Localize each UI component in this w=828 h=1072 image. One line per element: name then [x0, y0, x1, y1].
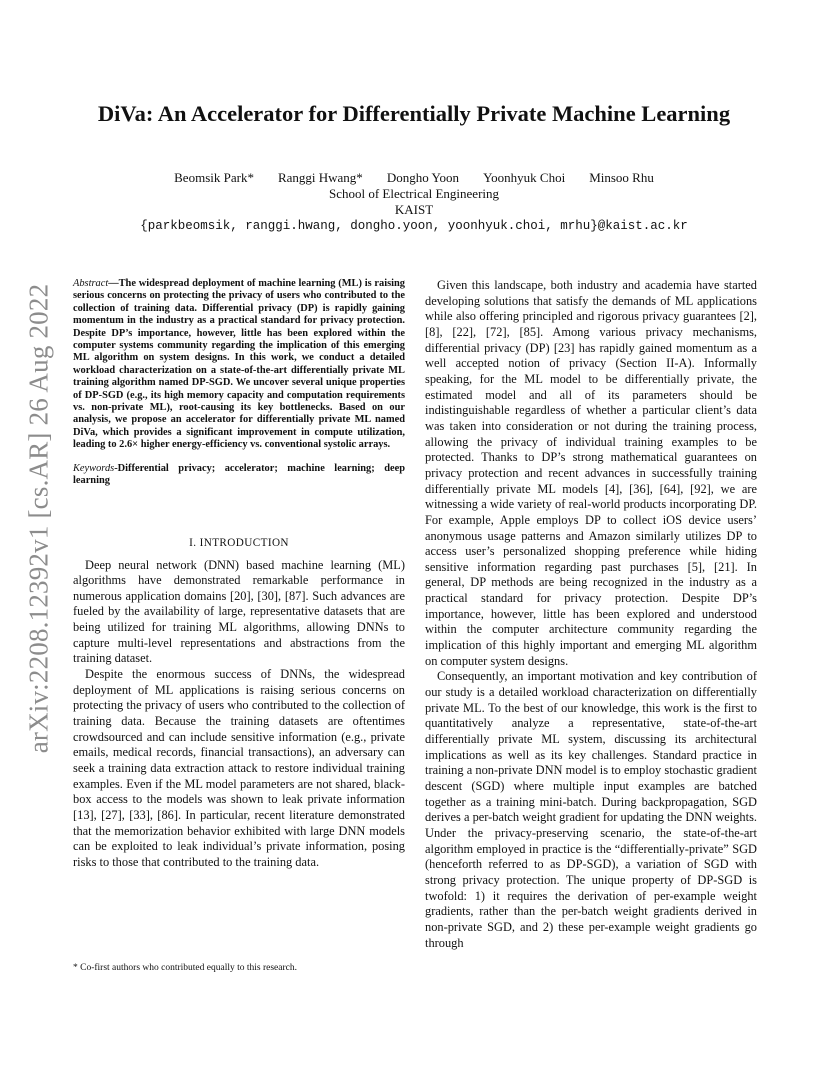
- abstract-label: Abstract: [73, 278, 109, 289]
- arxiv-stamp-text: arXiv:2208.12392v1 [cs.AR] 26 Aug 2022: [23, 283, 54, 753]
- author-name: Ranggi Hwang*: [277, 170, 363, 185]
- keywords-label: Keywords: [73, 462, 115, 474]
- intro-paragraph: Despite the enormous success of DNNs, the widespread deployment of ML applications is raising serious concerns on protecting the privacy of users who contributed to the collection of training data. Because the training datasets are oftentimes crowdsourced and can include sensitive information (e.g., private emails, medical records, financial transactions), an adversary can seek a training data extraction attack to restore individual training examples. Even if the ML model parameters are not shared, black-box access to the models was shown to leak private information [13], [27], [33], [86]. In particular, recent literature demonstrated that the memorization behavior exhibited with large DNN models can be exploited to leak individual’s private information, posing risks to those that contributed to the training data.: [73, 667, 405, 869]
- abstract-text: —The widespread deployment of machine learning (ML) is raising serious concerns on protecting the privacy of users who contributed to the collection of training data. Differential privacy (DP) is rapidly gaining momentum in the industry as a practical standard for privacy protection. Despite DP’s importance, however, little has been explored within the computer systems community regarding the implication of this emerging ML algorithm on system designs. In this work, we conduct a detailed workload characterization on a state-of-the-art differentially private ML training algorithm named DP-SGD. We uncover several unique properties of DP-SGD (e.g., its high memory capacity and computation requirements vs. non-private ML), root-causing its key bottlenecks. Based on our analysis, we propose an accelerator for differentially private ML named DiVa, which provides a significant improvement in compute utilization, leading to 2.6× higher energy-efficiency vs. conventional systolic arrays.: [73, 278, 405, 451]
- arxiv-stamp: [22, 278, 56, 758]
- author-name: Dongho Yoon: [386, 170, 460, 185]
- body-paragraph: Given this landscape, both industry and academia have started developing solutions that satisfy the demands of ML applications while also offering principled and rigorous privacy guarantees [2], [8], [22], [72], [85]. Among various privacy mechanisms, differential privacy (DP) [23] has rapidly gained momentum as a well accepted notion of privacy (Section II-A). Informally speaking, for the ML model to be differentially private, the estimated model and all of its parameters should be indistinguishable regardless of whether a particular client’s data was taken into consideration or not during the training process, allowing the privacy of individual training examples to be protected. Thanks to DP’s strong mathematical guarantees on privacy protection and recent advances in successfully training differentially private ML models [4], [36], [64], [92], we are witnessing a wide variety of real-world products incorporating DP. For example, Apple employs DP to collect iOS device users’ anonymous usage patterns and Amazon similarly utilizes DP to access user’s personalized shopping preference while hiding sensitive information regarding past purchases [5], [21]. In general, DP methods are being recognized in the industry as a practical standard for privacy protection. Despite DP’s importance, however, little has been explored and understood within the computer architecture community regarding the implication of this highly important and emerging ML algorithm on computer system designs.: [425, 278, 757, 668]
- author-name: Beomsik Park*: [174, 170, 254, 185]
- intro-paragraph: Deep neural network (DNN) based machine learning (ML) algorithms have demonstrated remarkable performance in numerous application domains [20], [30], [87]. Such advances are fueled by the availability of large, representative datasets that are being utilized for training ML algorithms, allowing DNNs to capture multi-level representations and abstractions from the training dataset.: [73, 557, 405, 666]
- author-emails: {parkbeomsik, ranggi.hwang, dongho.yoon, yoonhyuk.choi, mrhu}@kaist.ac.kr: [140, 219, 688, 233]
- abstract: [73, 278, 405, 452]
- footnote: * Co-first authors who contributed equally to this research.: [73, 963, 297, 973]
- affiliation-institution: KAIST: [394, 202, 434, 217]
- right-column: [425, 278, 757, 951]
- author-name: Yoonhyuk Choi: [483, 170, 566, 185]
- paper-title: DiVa: An Accelerator for Differentially Private Machine Learning: [97, 101, 731, 126]
- author-name: Minsoo Rhu: [589, 170, 654, 185]
- body-paragraph: Consequently, an important motivation and key contribution of our study is a detailed workload characterization on differentially private ML. To the best of our knowledge, this work is the first to quantitatively analyze a representative, state-of-the-art differentially private ML system, discussing its architectural implications as well as its key challenges. Standard practice in training a non-private DNN model is to employ stochastic gradient descent (SGD) where multiple input examples are batched together as a training mini-batch. During backpropagation, SGD derives a per-batch weight gradient for updating the DNN weights. Under the privacy-preserving scenario, the state-of-the-art algorithm employed in practice is the “differentially-private” SGD (henceforth referred to as DP-SGD), a variation of SGD with strong privacy protection. The unique property of DP-SGD is twofold: 1) it requires the derivation of per-example weight gradients, rather than the per-batch weight gradients derived in non-private SGD, and 2) these per-example weight gradients go through: [425, 669, 757, 950]
- affiliation-school: School of Electrical Engineering: [328, 186, 500, 201]
- left-column: [73, 278, 405, 871]
- author-list: [0, 170, 828, 186]
- keywords-text: -Differential privacy; accelerator; machine learning; deep learning: [73, 462, 405, 487]
- keywords: [73, 463, 405, 488]
- section-heading: I. INTRODUCTION: [189, 536, 289, 549]
